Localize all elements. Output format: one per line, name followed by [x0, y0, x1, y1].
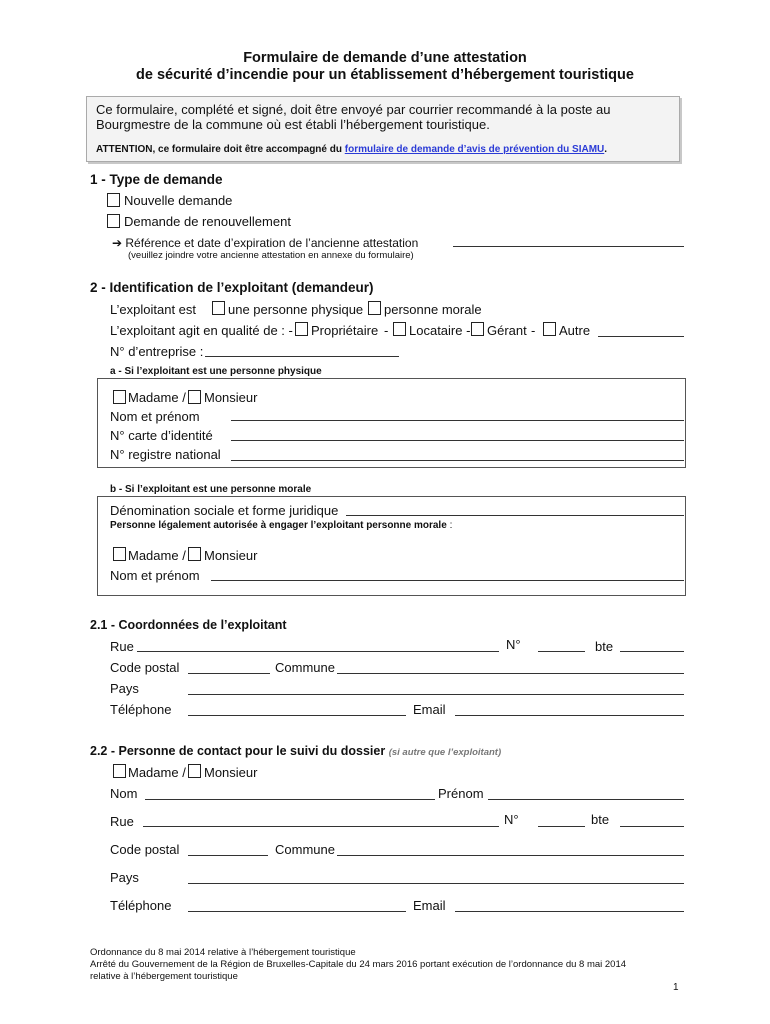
s22-postal-label: Code postal [110, 842, 180, 857]
a-name-field[interactable] [231, 420, 684, 421]
owner-label: Propriétaire [311, 323, 379, 338]
new-request-label: Nouvelle demande [124, 193, 233, 208]
section-2-2-title: 2.2 - Personne de contact pour le suivi du dossier [90, 744, 386, 758]
title-line-1: Formulaire de demande d’une attestation [243, 50, 527, 66]
tenant-checkbox[interactable] [393, 322, 406, 336]
s22-firstname-label: Prénom [438, 786, 484, 801]
s21-phone-field[interactable] [188, 715, 406, 716]
manager-label: Gérant [487, 323, 527, 338]
s22-email-field[interactable] [455, 911, 684, 912]
reference-label: ➔ Référence et date d’expiration de l’ancienne attestation [112, 236, 419, 250]
other-label: Autre [559, 323, 591, 338]
s21-country-label: Pays [110, 681, 139, 696]
operator-is-label: L’exploitant est [110, 302, 197, 317]
other-field[interactable] [598, 336, 684, 337]
b-madame-label: Madame / [128, 548, 186, 563]
renewal-checkbox[interactable] [107, 214, 120, 228]
other-checkbox[interactable] [543, 322, 556, 336]
moral-person-label: personne morale [384, 302, 482, 317]
s22-number-field[interactable] [538, 826, 585, 827]
s22-box-label: bte [591, 812, 610, 827]
b-monsieur-checkbox[interactable] [188, 547, 201, 561]
s22-commune-label: Commune [275, 842, 335, 857]
s22-phone-field[interactable] [188, 911, 406, 912]
b-authorized-colon: : [449, 520, 453, 531]
physical-person-checkbox[interactable] [212, 301, 225, 315]
s22-phone-label: Téléphone [110, 898, 172, 913]
quality-dash-2: - [531, 323, 536, 338]
b-monsieur-label: Monsieur [204, 548, 258, 563]
s21-number-label: N° [506, 637, 521, 652]
s21-phone-label: Téléphone [110, 702, 172, 717]
siamu-form-link[interactable]: formulaire de demande d’avis de prévention du SIAMU [344, 144, 605, 155]
s22-street-label: Rue [110, 814, 134, 829]
a-madame-checkbox[interactable] [113, 390, 126, 404]
s22-madame-checkbox[interactable] [113, 764, 126, 778]
s22-street-field[interactable] [143, 826, 499, 827]
s22-lastname-label: Nom [110, 786, 138, 801]
s22-firstname-field[interactable] [488, 799, 684, 800]
s21-street-field[interactable] [137, 651, 499, 652]
s22-email-label: Email [413, 898, 446, 913]
section-2-2-note: (si autre que l’exploitant) [388, 747, 502, 758]
moral-person-checkbox[interactable] [368, 301, 381, 315]
new-request-checkbox[interactable] [107, 193, 120, 207]
quality-label: L’exploitant agit en qualité de : - [110, 323, 293, 338]
attention-note [96, 144, 607, 155]
reference-note: (veuillez joindre votre ancienne attestation en annexe du formulaire) [128, 250, 414, 261]
s22-country-field[interactable] [188, 883, 684, 884]
b-denomination-label: Dénomination sociale et forme juridique [110, 503, 339, 518]
b-madame-checkbox[interactable] [113, 547, 126, 561]
intro-line-2: Bourgmestre de la commune où est établi l’hébergement touristique. [96, 117, 490, 132]
company-number-field[interactable] [205, 356, 399, 357]
s21-email-field[interactable] [455, 715, 684, 716]
s21-email-label: Email [413, 702, 446, 717]
s22-postal-field[interactable] [188, 855, 268, 856]
a-monsieur-checkbox[interactable] [188, 390, 201, 404]
physical-person-label: une personne physique [228, 302, 364, 317]
s22-country-label: Pays [110, 870, 139, 885]
b-name-field[interactable] [211, 580, 684, 581]
section-2-heading: 2 - Identification de l’exploitant (demandeur) [90, 280, 374, 295]
quality-dash-1: - [384, 323, 389, 338]
s21-number-field[interactable] [538, 651, 585, 652]
footer-line-3: relative à l’hébergement touristique [90, 971, 238, 982]
a-monsieur-label: Monsieur [204, 390, 258, 405]
attention-prefix: ATTENTION, ce formulaire doit être accompagné du [96, 144, 345, 155]
s21-box-field[interactable] [620, 651, 684, 652]
s22-lastname-field[interactable] [145, 799, 435, 800]
b-authorized-text: Personne légalement autorisée à engager l’exploitant personne morale [110, 520, 447, 531]
s21-postal-label: Code postal [110, 660, 180, 675]
s21-box-label: bte [595, 639, 614, 654]
a-id-card-label: N° carte d’identité [110, 428, 213, 443]
footer-line-1: Ordonnance du 8 mai 2014 relative à l’hébergement touristique [90, 947, 356, 958]
footer-line-2: Arrêté du Gouvernement de la Région de Bruxelles-Capitale du 24 mars 2016 portant exécution de l’ordonnance du 8 mai 2014 [90, 959, 627, 970]
s21-street-label: Rue [110, 639, 134, 654]
b-denomination-field[interactable] [346, 515, 684, 516]
s22-commune-field[interactable] [337, 855, 684, 856]
s22-number-label: N° [504, 812, 519, 827]
subsection-b-heading: b - Si l’exploitant est une personne morale [110, 484, 312, 495]
section-2-2-heading [90, 744, 501, 758]
s21-commune-field[interactable] [337, 673, 684, 674]
s22-box-field[interactable] [620, 826, 684, 827]
s22-monsieur-label: Monsieur [204, 765, 258, 780]
attention-suffix: . [604, 144, 608, 155]
a-national-label: N° registre national [110, 447, 221, 462]
section-1-heading: 1 - Type de demande [90, 172, 223, 187]
section-2-1-heading: 2.1 - Coordonnées de l’exploitant [90, 618, 287, 632]
b-authorized-label [110, 520, 452, 531]
intro-line-1: Ce formulaire, complété et signé, doit être envoyé par courrier recommandé à la poste au [96, 102, 611, 117]
s21-commune-label: Commune [275, 660, 335, 675]
s21-country-field[interactable] [188, 694, 684, 695]
manager-checkbox[interactable] [471, 322, 484, 336]
company-number-label: N° d’entreprise : [110, 344, 204, 359]
a-national-field[interactable] [231, 460, 684, 461]
subsection-a-heading: a - Si l’exploitant est une personne physique [110, 366, 322, 377]
a-id-card-field[interactable] [231, 440, 684, 441]
a-name-label: Nom et prénom [110, 409, 200, 424]
tenant-label: Locataire - [409, 323, 471, 338]
a-madame-label: Madame / [128, 390, 186, 405]
title-line-2: de sécurité d’incendie pour un établissement d’hébergement touristique [136, 67, 634, 83]
renewal-label: Demande de renouvellement [124, 214, 291, 229]
reference-field[interactable] [453, 246, 684, 247]
page-number: 1 [673, 982, 679, 993]
s22-madame-label: Madame / [128, 765, 186, 780]
s21-postal-field[interactable] [188, 673, 270, 674]
b-name-label: Nom et prénom [110, 568, 200, 583]
s22-monsieur-checkbox[interactable] [188, 764, 201, 778]
owner-checkbox[interactable] [295, 322, 308, 336]
